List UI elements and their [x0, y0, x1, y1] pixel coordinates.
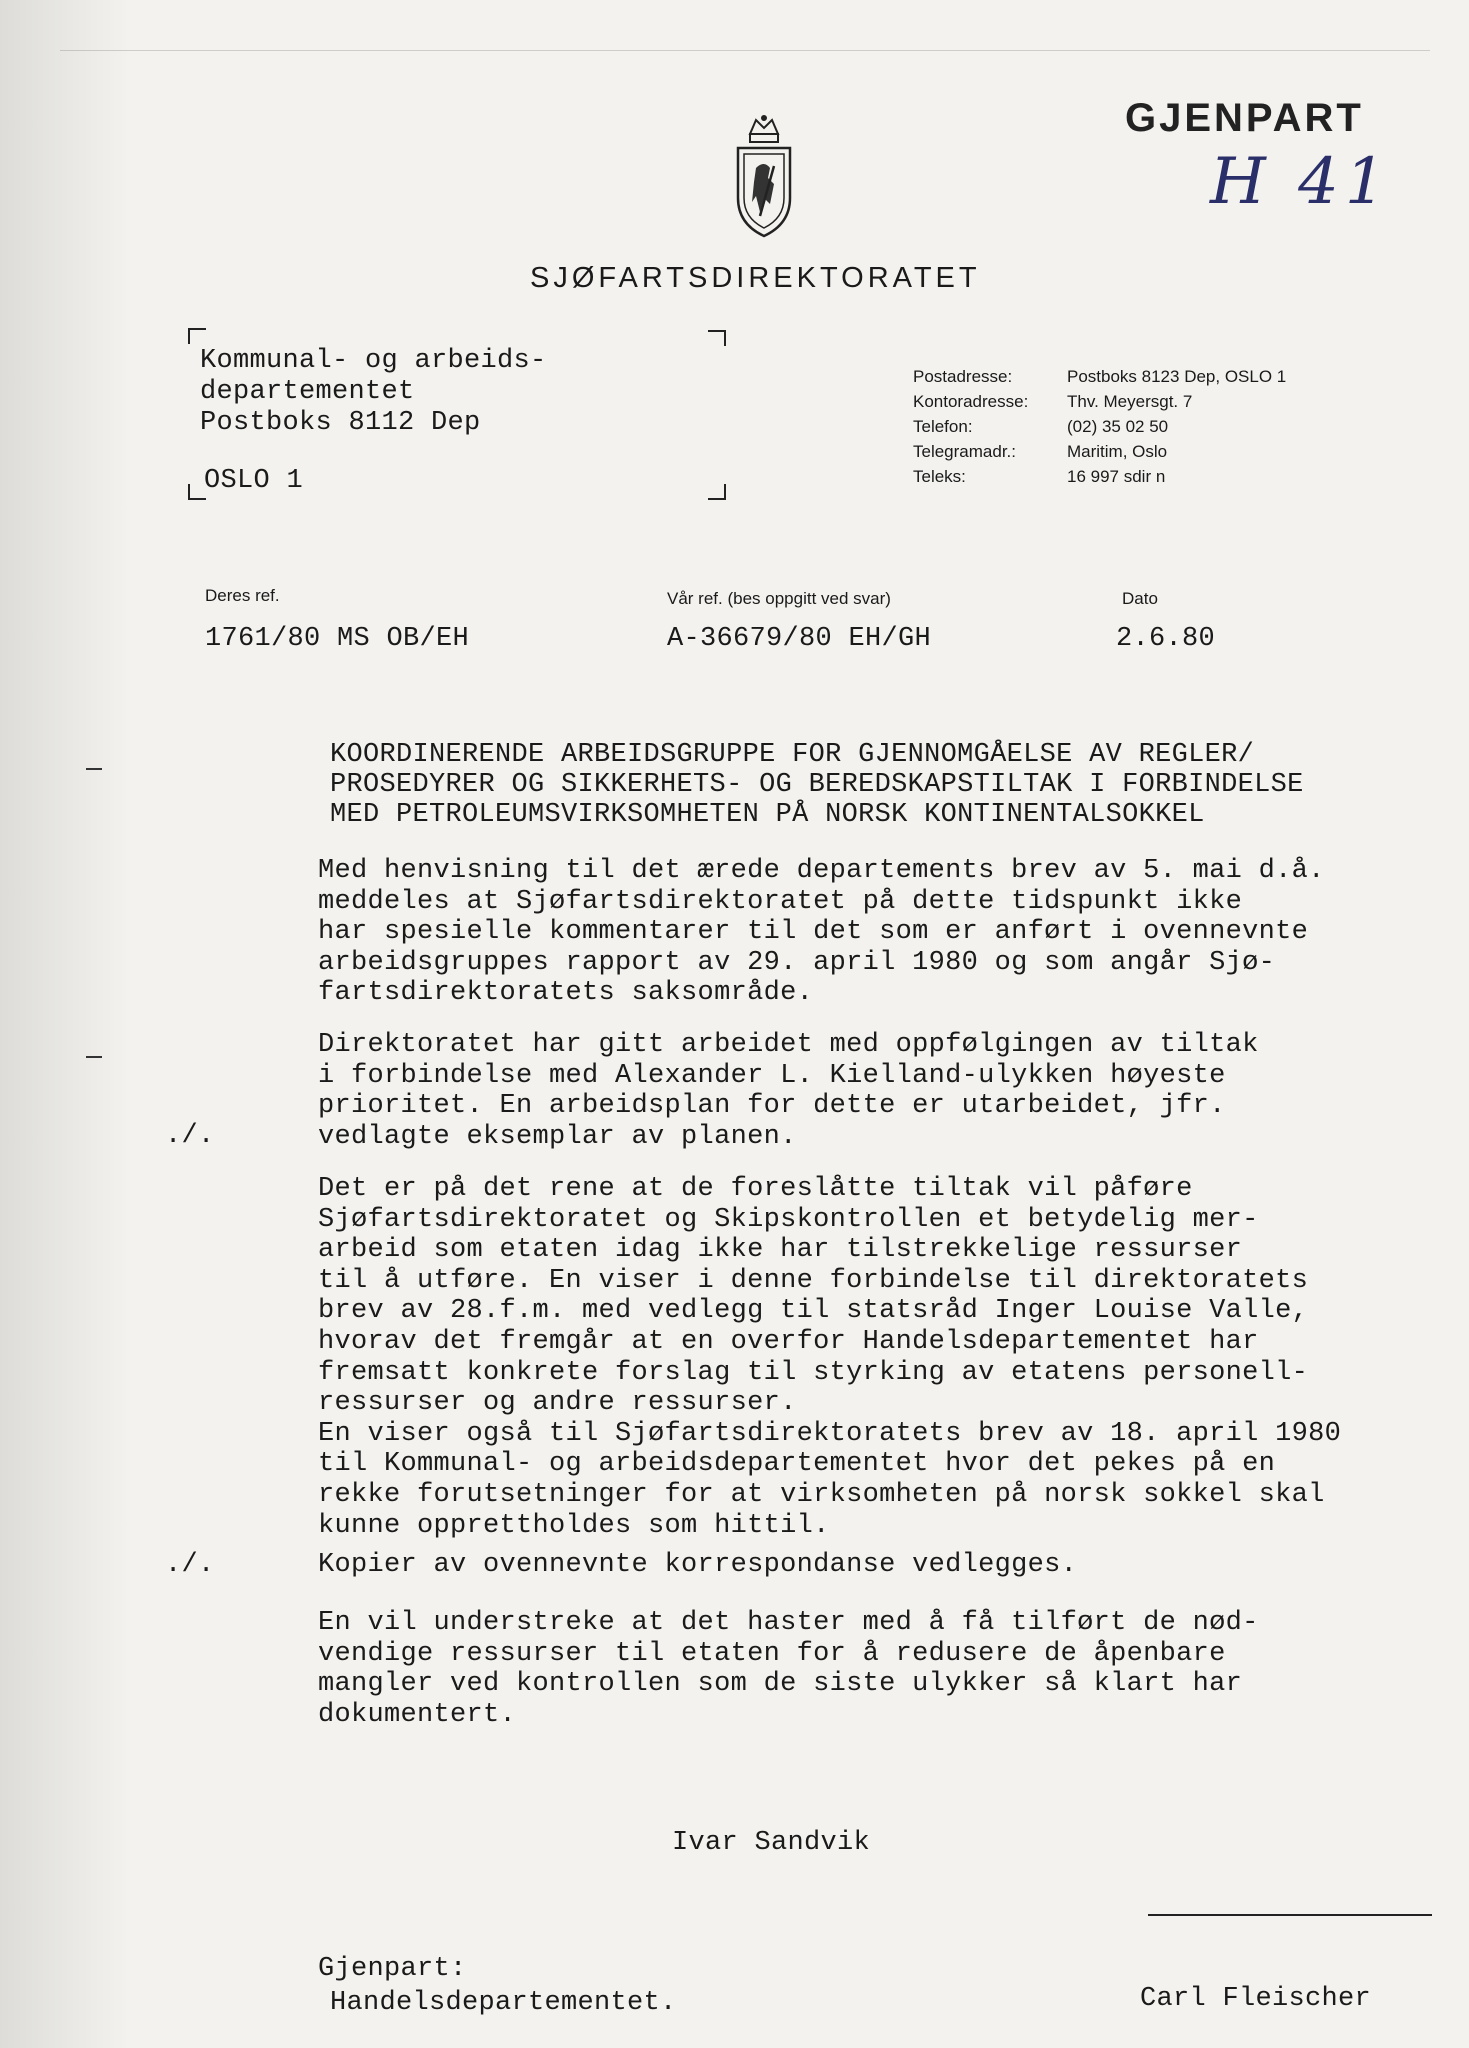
body-line: hvorav det fremgår at en overfor Handelsdepartementet har — [318, 1326, 1259, 1357]
body-line: til å utføre. En viser i denne forbindelse til direktoratets — [318, 1265, 1309, 1296]
body-line: Direktoratet har gitt arbeidet med oppfølgingen av tiltak — [318, 1030, 1259, 1060]
body-line: vedlagte eksemplar av planen. — [318, 1121, 797, 1152]
recipient-address — [200, 346, 547, 439]
body-line: har spesielle kommentarer til det som er anført i ovennevnte — [318, 917, 1309, 948]
recipient-city: OSLO 1 — [204, 466, 304, 496]
contact-label: Telegramadr.: — [913, 442, 1016, 461]
body-paragraph-2 — [318, 1030, 1259, 1152]
scan-edge-shadow — [0, 0, 130, 2048]
enclosure-margin-mark: ./. — [165, 1121, 215, 1151]
address-bracket-bottom-right — [708, 484, 726, 500]
body-line: Kopier av ovennevnte korrespondanse vedlegges. — [318, 1550, 1078, 1580]
margin-dash — [86, 1056, 102, 1058]
subject-line: PROSEDYRER OG SIKKERHETS- OG BEREDSKAPSTILTAK I FORBINDELSE — [330, 770, 1304, 800]
body-line: vendige ressurser til etaten for å redusere de åpenbare — [318, 1638, 1226, 1669]
copy-label: Gjenpart: — [318, 1954, 467, 1984]
signatory-secondary: Carl Fleischer — [1140, 1984, 1372, 2014]
body-line: til Kommunal- og arbeidsdepartementet hvor det pekes på en — [318, 1449, 1276, 1480]
contact-row — [913, 464, 1286, 489]
contact-value: Maritim, Oslo — [1067, 442, 1168, 461]
body-line: Med henvisning til det ærede departements brev av 5. mai d.å. — [318, 856, 1325, 886]
body-line: kunne opprettholdes som hittil. — [318, 1510, 830, 1541]
gjenpart-stamp: GJENPART — [1125, 96, 1364, 140]
body-paragraph-1 — [318, 856, 1325, 1009]
body-line: En viser også til Sjøfartsdirektoratets brev av 18. april 1980 — [318, 1418, 1342, 1449]
copy-recipient: Handelsdepartementet. — [330, 1988, 677, 2018]
contact-value: Thv. Meyersgt. 7 — [1067, 392, 1193, 411]
enclosure-margin-mark: ./. — [165, 1550, 215, 1580]
body-line: fremsatt konkrete forslag til styrking av etatens personell- — [318, 1357, 1309, 1388]
your-ref-label: Deres ref. — [205, 586, 280, 605]
contact-label: Teleks: — [913, 467, 966, 486]
margin-dash — [86, 768, 102, 770]
contact-row — [913, 389, 1286, 414]
body-line: i forbindelse med Alexander L. Kielland-ulykken høyeste — [318, 1060, 1226, 1091]
coat-of-arms-icon — [730, 112, 798, 240]
body-paragraph-3 — [318, 1174, 1341, 1541]
contact-label: Telefon: — [913, 417, 973, 436]
date-value: 2.6.80 — [1116, 624, 1216, 654]
contact-value: (02) 35 02 50 — [1067, 417, 1169, 436]
recipient-line: Postboks 8112 Dep — [200, 408, 481, 438]
body-line: prioritet. En arbeidsplan for dette er utarbeidet, jfr. — [318, 1091, 1226, 1122]
contact-row — [913, 439, 1286, 464]
contact-row — [913, 364, 1286, 389]
recipient-line: Kommunal- og arbeids- — [200, 346, 547, 376]
our-ref-label: Vår ref. (bes oppgitt ved svar) — [667, 589, 891, 608]
address-bracket-top-right — [708, 330, 726, 346]
subject-line: MED PETROLEUMSVIRKSOMHETEN PÅ NORSK KONTINENTALSOKKEL — [330, 800, 1205, 830]
organization-name: SJØFARTSDIREKTORATET — [530, 262, 981, 294]
contact-label: Kontoradresse: — [913, 392, 1029, 411]
contact-label: Postadresse: — [913, 367, 1013, 386]
body-line: arbeid som etaten idag ikke har tilstrekkelige ressurser — [318, 1235, 1243, 1266]
scan-top-edge — [60, 50, 1430, 51]
body-paragraph-4 — [318, 1550, 1077, 1581]
date-label: Dato — [1122, 589, 1158, 608]
contact-value: Postboks 8123 Dep, OSLO 1 — [1067, 367, 1287, 386]
address-bracket-top-left — [188, 328, 206, 344]
body-line: fartsdirektoratets saksområde. — [318, 978, 814, 1009]
body-line: brev av 28.f.m. med vedlegg til statsråd Inger Louise Valle, — [318, 1296, 1309, 1327]
sender-contact-details — [913, 364, 1286, 489]
body-line: dokumentert. — [318, 1699, 517, 1730]
body-line: rekke forutsetninger for at virksomheten på norsk sokkel skal — [318, 1479, 1325, 1510]
contact-row — [913, 414, 1286, 439]
body-line: meddeles at Sjøfartsdirektoratet på dette tidspunkt ikke — [318, 886, 1243, 917]
handwritten-archive-mark: H 41 — [1210, 145, 1392, 219]
your-ref-value: 1761/80 MS OB/EH — [205, 624, 470, 654]
our-ref-value: A-36679/80 EH/GH — [667, 624, 932, 654]
subject-heading — [330, 740, 1304, 830]
signatory-primary: Ivar Sandvik — [672, 1828, 871, 1858]
body-line: Sjøfartsdirektoratet og Skipskontrollen et betydelig mer- — [318, 1204, 1259, 1235]
body-line: En vil understreke at det haster med å få tilført de nød- — [318, 1608, 1259, 1638]
body-line: mangler ved kontrollen som de siste ulykker så klart har — [318, 1669, 1243, 1700]
contact-value: 16 997 sdir n — [1067, 467, 1166, 486]
body-line: arbeidsgruppes rapport av 29. april 1980 og som angår Sjø- — [318, 947, 1276, 978]
recipient-line: departementet — [200, 377, 415, 407]
body-paragraph-5 — [318, 1608, 1259, 1730]
body-line: ressurser og andre ressurser. — [318, 1388, 797, 1419]
body-line: Det er på det rene at de foreslåtte tiltak vil påføre — [318, 1174, 1193, 1204]
signature-line — [1148, 1914, 1432, 1916]
subject-line: KOORDINERENDE ARBEIDSGRUPPE FOR GJENNOMGÅELSE AV REGLER/ — [330, 740, 1255, 770]
